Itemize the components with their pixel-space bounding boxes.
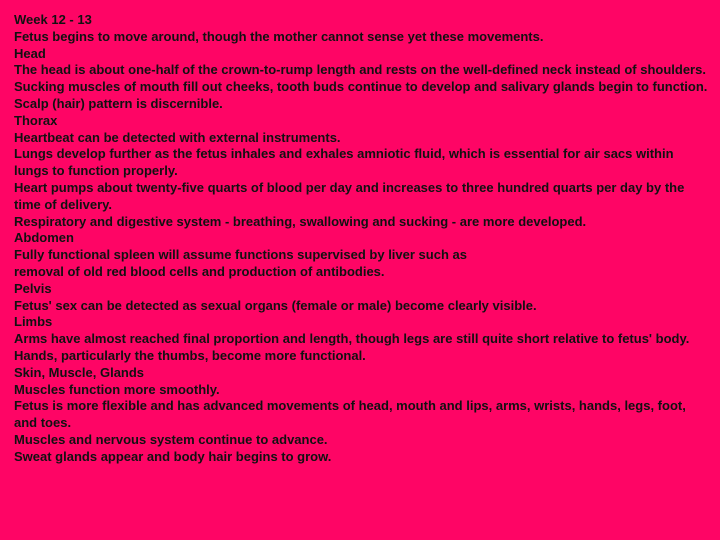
- section-heading-pelvis: Pelvis: [14, 280, 52, 296]
- section-heading-head: Head: [14, 45, 46, 61]
- skin-line-1: Muscles function more smoothly.: [14, 381, 220, 397]
- skin-line-4: Sweat glands appear and body hair begins to grow.: [14, 448, 332, 464]
- section-heading-skin-muscle-glands: Skin, Muscle, Glands: [14, 364, 145, 380]
- pelvis-line-1: Fetus' sex can be detected as sexual organs (female or male) become clearly visible.: [14, 297, 537, 313]
- head-line-3: Scalp (hair) pattern is discernible.: [14, 95, 223, 111]
- thorax-line-2: Lungs develop further as the fetus inhales and exhales amniotic fluid, which is essential for air sacs within lungs to function properly.: [14, 146, 674, 179]
- abdomen-line-2: removal of old red blood cells and production of antibodies.: [14, 263, 385, 279]
- head-line-1: The head is about one-half of the crown-to-rump length and rests on the well-defined neck instead of shoulders.: [14, 62, 706, 78]
- week-heading: Week 12 - 13: [14, 12, 92, 27]
- thorax-line-3: Heart pumps about twenty-five quarts of blood per day and increases to three hundred quarts per day by the time of delivery.: [14, 179, 685, 212]
- skin-line-2: Fetus is more flexible and has advanced movements of head, mouth and lips, arms, wrists, hands, legs, foot, and toes.: [14, 398, 686, 431]
- section-heading-abdomen: Abdomen: [14, 230, 74, 246]
- limbs-line-2: Hands, particularly the thumbs, become more functional.: [14, 347, 366, 363]
- thorax-line-1: Heartbeat can be detected with external instruments.: [14, 129, 341, 145]
- abdomen-line-1: Fully functional spleen will assume functions supervised by liver such as: [14, 247, 467, 263]
- head-line-2: Sucking muscles of mouth fill out cheeks, tooth buds continue to develop and salivary glands begin to function.: [14, 79, 708, 95]
- thorax-line-4: Respiratory and digestive system - breathing, swallowing and sucking - are more developed.: [14, 213, 587, 229]
- skin-line-3: Muscles and nervous system continue to advance.: [14, 431, 328, 447]
- intro-line: Fetus begins to move around, though the mother cannot sense yet these movements.: [14, 28, 544, 44]
- section-heading-limbs: Limbs: [14, 314, 53, 330]
- slide-text-body: [14, 12, 710, 466]
- section-heading-thorax: Thorax: [14, 112, 58, 128]
- limbs-line-1: Arms have almost reached final proportion and length, though legs are still quite short relative to fetus' body.: [14, 331, 690, 347]
